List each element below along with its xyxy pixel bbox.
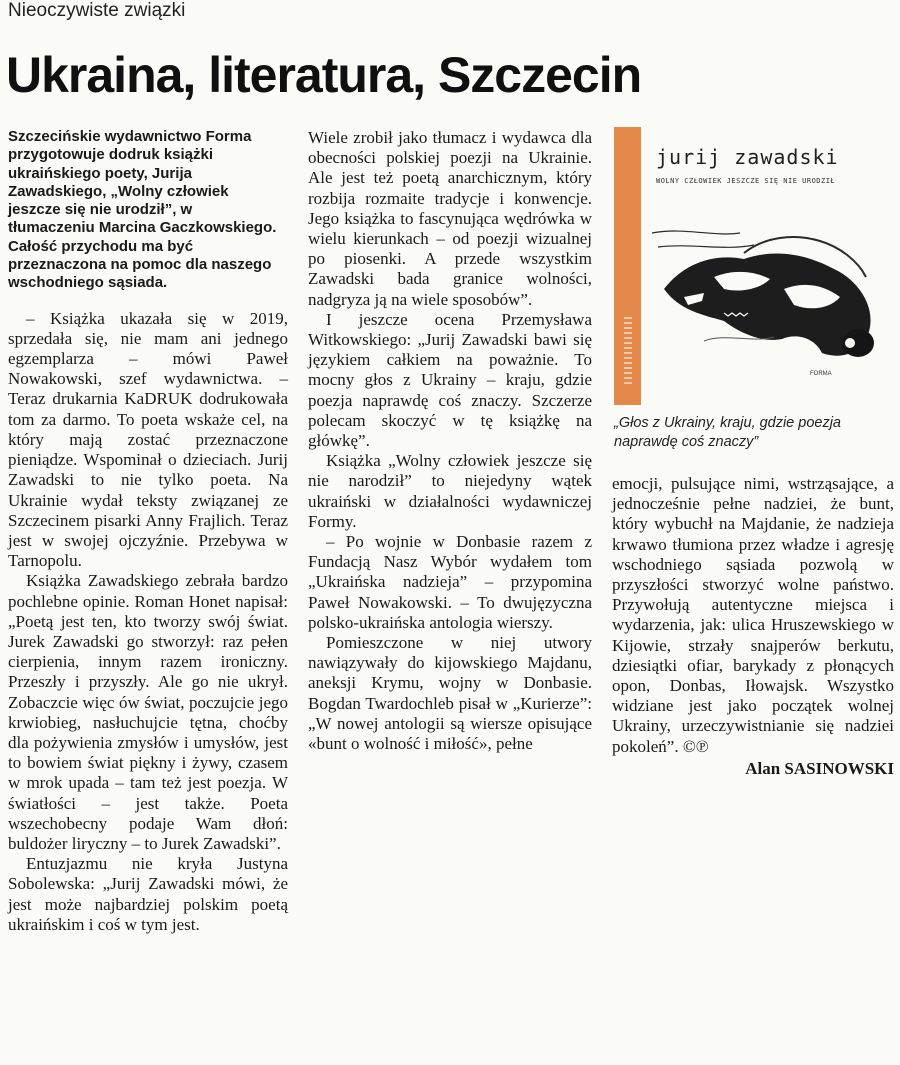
cover-publisher: FORMA	[810, 371, 832, 377]
body-paragraph: emocji, pulsujące nimi, wstrząsające, a jednocześnie pełne nadziei, że bunt, który wybuchł na Majdanie, że nadzieja krwawo tłumiona przez władze i agresję wschodniego sąsiada pozwolą w przyszłości stworzyć wolne państwo. Przywołują autentyczne miejsca i wydarzenia, jak: ulica Hruszewskiego w Kijowie, strzały snajperów berkutu, dziesiątki ofiar, barykady z płonących opon, Donbas, Iłowajsk. Wszystko widziane jest jako początek wolnej Ukrainy, urzeczywistnianie się nadziei pokoleń”. ©℗	[612, 474, 894, 756]
headline: Ukraina, literatura, Szczecin	[6, 47, 642, 103]
author-byline: Alan SASINOWSKI	[745, 758, 894, 778]
body-paragraph: Książka Zawadskiego zebrała bardzo pochlebne opinie. Roman Honet napisał: „Poetą jest ten, kto tworzy swój świat. Jurek Zawadski go stworzył: raz pełen cierpienia, innym razem ironiczny. Przeszły i przyszły. Ale go nie ukrył. Zobaczcie więc ów świat, poczujcie jego krwiobieg, nasłuchujcie tętna, choćby dla pożywienia zmysłów i umysłów, jest to bowiem świat piękny i żywy, czasem w mrok upada – tam też jest poezja. W światłości – jest także. Poeta wszechobecny podaje Wam dłoń: buldożer liryczny – to Jurek Zawadski”.	[8, 571, 288, 853]
kicker: Nieoczywiste związki	[8, 0, 186, 21]
article-column-3	[612, 474, 894, 779]
cover-title: jurij zawadski	[656, 145, 839, 169]
body-paragraph: I jeszcze ocena Przemysława Witkowskiego: „Jurij Zawadski bawi się językiem całkiem na poważnie. To mocny głos z Ukrainy – kraju, gdzie poezja naprawdę coś znaczy. Szczerze polecam skoczyć w tę książkę na główkę”.	[308, 309, 592, 451]
cover-spine-text	[624, 317, 632, 387]
lead-paragraph: Szczecińskie wydawnictwo Forma przygotowuje dodruk książki ukraińskiego poety, Jurija Zawadskiego, „Wolny człowiek jeszcze się nie urodził”, w tłumaczeniu Marcina Gaczkowskiego. Całość przychodu ma być przeznaczona na pomoc dla naszego wschodniego sąsiada.	[8, 128, 277, 292]
cover-subtitle: WOLNY CZŁOWIEK JESZCZE SIĘ NIE URODZIŁ	[656, 177, 836, 185]
article-column-1	[8, 128, 288, 935]
body-paragraph: – Książka ukazała się w 2019, sprzedała się, nie mam ani jednego egzemplarza – mówi Paweł Nowakowski, szef wydawnictwa. – Teraz drukarnia KaDRUK dodrukowała tom za darmo. To poeta wskaże cel, na który mają zostać przeznaczone pieniądze. Wspominał o dzieciach. Jurij Zawadski to nie tylko poeta. Na Ukrainie wydał teksty związanej ze Szczecinem pisarki Anny Frajlich. Teraz jest w swojej ojczyźnie. Przebywa w Tarnopolu.	[8, 308, 288, 571]
article-column-2	[308, 128, 592, 754]
cover-ink-illustration	[644, 193, 892, 363]
body-paragraph: – Po wojnie w Donbasie razem z Fundacją Nasz Wybór wydałem tom „Ukraińska nadzieja” – przypomina Paweł Nowakowski. – To dwujęzyczna polsko-ukraińska antologia wierszy.	[308, 532, 592, 632]
body-paragraph: Wiele zrobił jako tłumacz i wydawca dla obecności polskiej poezji na Ukrainie. Ale jest też poetą anarchicznym, który rozbija rozmaite tradycje i konwencje. Jego książka to fascynująca wędrówka w wielu kierunkach – od poezji wizualnej po piosenki. A przede wszystkim Zawadski bada granice wolności, nadgryza ją na wiele sposobów”.	[308, 128, 592, 309]
body-paragraph: Pomieszczone w niej utwory nawiązywały do kijowskiego Majdanu, aneksji Krymu, wojny w Donbasie. Bogdan Twardochleb pisał w „Kurierze”: „W nowej antologii są wiersze opisujące «bunt o wolność i miłość», pełne	[308, 633, 592, 754]
body-paragraph: Książka „Wolny człowiek jeszcze się nie narodził” to niejedyny wątek ukraiński w działalności wydawniczej Formy.	[308, 451, 592, 531]
image-caption: „Głos z Ukrainy, kraju, gdzie poezja naprawdę coś znaczy”	[614, 415, 841, 450]
book-cover-image	[614, 127, 896, 405]
body-paragraph: Entuzjazmu nie kryła Justyna Sobolewska: „Jurij Zawadski mówi, że jest może najbardziej polskim poetą ukraińskim i coś w tym jest.	[8, 854, 288, 934]
